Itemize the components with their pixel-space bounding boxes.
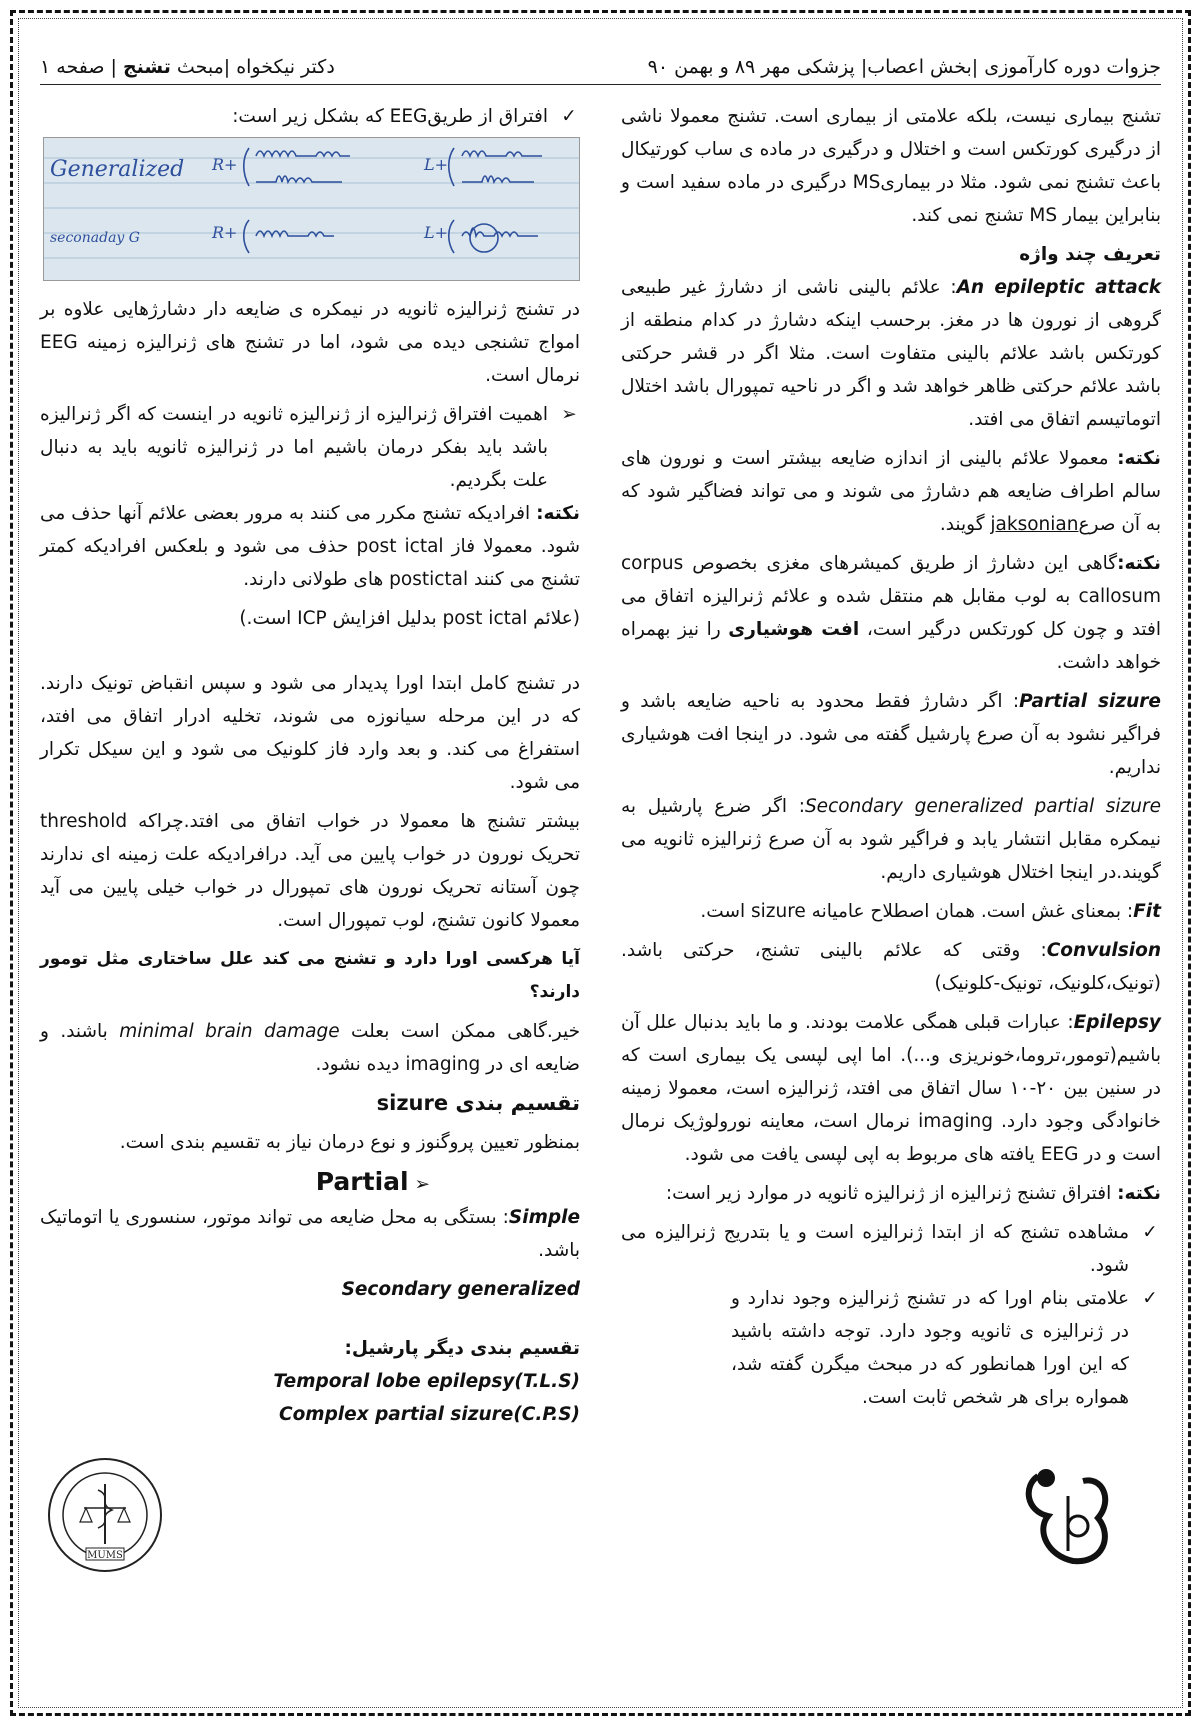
list-item (40, 398, 580, 497)
term-secondary-generalized: Secondary generalized partial sizure (804, 796, 1161, 817)
term-partial: Partial sizure (1019, 691, 1161, 712)
note-2-end: را نیز بهمراه خواهد داشت. (621, 619, 1161, 673)
def-epilepsy (621, 1006, 1161, 1171)
def-partial-text: : اگر دشارژ فقط محدود به ناحیه ضایعه باشد و فراگیر نشود به آن صرع پارشیل گفته می شود. در اینجا افت هوشیاری نداریم. (621, 691, 1161, 778)
header-left (40, 56, 335, 78)
classification-heading: تقسیم بندی sizure (376, 1091, 580, 1115)
definitions-heading: تعریف چند واژه (1019, 244, 1161, 265)
def-secondary-generalized-text: : اگر ضرع پارشیل به نیمکره مقابل انتشار یابد و فراگیر شود به آن صرع ژنرالیزه ثانویه می گویند.در اینجا اختلال هوشیاری داریم. (621, 796, 1161, 883)
def-partial (621, 685, 1161, 784)
term-fit: Fit (1133, 901, 1161, 922)
answer-end: باشند. و ضایعه ای در imaging دیده نشود. (40, 1021, 580, 1075)
note-left-paren: (علائم post ictal بدلیل افزایش ICP است.) (239, 608, 580, 629)
eeg-paragraph: در تشنج ژنرالیزه ثانویه در نیمکره ی ضایعه دار دشارژهایی علاوه بر امواج تشنجی دیده می شود، اما در تشنج های ژنرالیزه زمینه EEG نرمال است. (40, 299, 580, 386)
arrow-bullet-icon: ➢ (414, 1174, 430, 1195)
note-left (40, 497, 580, 596)
term-epileptic-attack: An epileptic attack (956, 277, 1161, 298)
eeg-title-text: افتراق از طریقEEG که بشکل زیر است: (232, 106, 548, 127)
simple-line (40, 1201, 580, 1267)
note-2-text: گاهی این دشارژ از طریق کمیشرهای مغزی بخصوص corpus callosum به لوب مقابل هم منتقل شده و علائم ژنرالیزه اتفاق می افتد و چون کل کورتکس درگیر است، (621, 553, 1161, 640)
full-seizure-paragraph: در تشنج کامل ابتدا اورا پدیدار می شود و سپس انقباض تونیک دارند. که در این مرحله سیانوزه می شوند، تخلیه ادرار اتفاق می افتد، استفراغ می کند. و بعد وارد فاز کلونیک می شود و این سیکل تکرار می شود. (40, 673, 580, 793)
note-label: نکته: (536, 503, 580, 524)
eeg-label-r: R+ (212, 155, 238, 174)
note-left-text: افرادیکه تشنج مکرر می کنند به مرور بعضی علائم آنها حذف می شود. معمولا فاز post ictal حذف می شود و بلعکس افرادیکه کمتر تشنج می کنند postictal های طولانی دارند. (40, 503, 580, 590)
answer (40, 1015, 580, 1081)
right-column (621, 100, 1161, 1414)
decorative-logo (1018, 1456, 1118, 1576)
note-1 (621, 442, 1161, 541)
sleep-paragraph: بیشتر تشنج ها معمولا در خواب اتفاق می افتد.چراکه threshold تحریک نورون در خواب پایین می آید. درافرادیکه علت زمینه ای ندارند چون آستانه تحریک نورون های تمپورال در خواب خیلی پایین می آید معمولا کانون تشنج، لوب تمپورال است. (40, 811, 580, 931)
answer-start: خیر.گاهی ممکن است بعلت (339, 1021, 581, 1042)
def-convulsion (621, 934, 1161, 1000)
def-epileptic-attack-text: : علائم بالینی ناشی از دشارژ غیر طبیعی گروهی از نورون ها در مغز. برحسب اینکه دشارژ در کدام منطقه از کورتکس باشد علائم بالینی متفاوت است. مثلا اگر در قشر حرکتی باشد علائم حرکتی ظاهر خواهد شد و اگر در ناحیه تمپورال باشد اختلال اتوماتیسم اتفاق می افتد. (621, 277, 1161, 430)
note-1-text: معمولا علائم بالینی از اندازه ضایعه بیشتر است و نورون های سالم اطراف ضایعه هم دشارژ می شوند و می تواند فضاگیر شود که به آن صرع (621, 448, 1161, 535)
term-convulsion: Convulsion (1046, 940, 1161, 961)
list-item (621, 1216, 1161, 1282)
check-icon: ✓ (1142, 1288, 1158, 1309)
header-page: | صفحه ۱ (40, 56, 117, 78)
list-item-text: اهمیت افتراق ژنرالیزه از ژنرالیزه ثانویه در اینست که اگر ژنرالیزه باشد باید بفکر درمان باشیم اما در ژنرالیزه ثانویه باید به دنبال علت بگردیم. (40, 404, 548, 491)
arrow-bullet-icon: ➢ (561, 404, 577, 425)
header-author: دکتر نیکخواه |مبحث (176, 56, 335, 78)
def-fit-text: : بمعنای غش است. همان اصطلاح عامیانه sizure است. (700, 901, 1134, 922)
eeg-label-l: L+ (424, 223, 449, 242)
def-convulsion-text: : وقتی که علائم بالینی تشنج، حرکتی باشد.(تونیک،کلونیک، تونیک-کلونیک) (621, 940, 1161, 994)
eeg-label-r: R+ (212, 223, 238, 242)
eeg-label-l: L+ (424, 155, 449, 174)
secondary-generalized-label: Secondary generalized (341, 1279, 580, 1300)
note-1-link: jaksonian (990, 514, 1079, 535)
header-right-title: جزوات دوره کارآموزی |بخش اعصاب| پزشکی مهر ۸۹ و بهمن ۹۰ (647, 56, 1161, 78)
note-label: نکته: (1117, 448, 1161, 469)
partial-heading (40, 1165, 580, 1201)
note-3-text: افتراق تشنج ژنرالیزه از ژنرالیزه ثانویه در موارد زیر است: (665, 1183, 1118, 1204)
note-3 (621, 1177, 1161, 1210)
list-item-text: علامتی بنام اورا که در تشنج ژنرالیزه وجود ندارد و در ژنرالیزه ی ثانویه وجود دارد. توجه داشته باشید که این اورا همانطور که در مبحث میگرن گفته شد، همواره برای هر شخص ثابت است. (731, 1288, 1129, 1408)
def-epilepsy-text: : عبارات قبلی همگی علامت بودند. و ما باید بدنبال علل آن باشیم(تومور،تروما،خونریزی و...). اما اپی لپسی یک بیماری است که در سنین بین ۲۰-۱۰ سال اتفاق می افتد، ژنرالیزه است، معمولا زمینه خانوادگی وجود دارد. imaging نرمال است، معاینه نورولوژیک نرمال است و در EEG یافته های مربوط به اپی لپسی یافت می شود. (621, 1012, 1161, 1165)
list-item (621, 1282, 1161, 1414)
question: آیا هرکسی اورا دارد و تشنج می کند علل ساختاری مثل تومور دارند؟ (40, 949, 580, 1002)
def-fit (621, 895, 1161, 928)
left-column (40, 100, 580, 1431)
def-epileptic-attack (621, 271, 1161, 436)
eeg-title (40, 100, 580, 133)
check-icon: ✓ (561, 106, 577, 127)
check-icon: ✓ (1142, 1222, 1158, 1243)
seal-text: MUMS (87, 1550, 123, 1561)
eeg-image (43, 137, 580, 281)
eeg-label-generalized: Generalized (50, 157, 185, 182)
eeg-sketch (44, 138, 579, 280)
note-label: نکته: (1117, 553, 1161, 574)
note-label: نکته: (1117, 1183, 1161, 1204)
answer-term: minimal brain damage (119, 1021, 340, 1042)
header-topic: تشنج (122, 56, 171, 78)
classification-text: بمنظور تعیین پروگنوز و نوع درمان نیاز به تقسیم بندی است. (119, 1132, 580, 1153)
intro-paragraph: تشنج بیماری نیست، بلکه علامتی از بیماری است. تشنج معمولا ناشی از درگیری کورتکس است و اختلال و درگیری در ماده ی ساب کورتیکال باعث تشنج نمی شود. مثلا در بیماریMS درگیری در ماده سفید است و بنابراین بیمار MS تشنج نمی کند. (621, 106, 1161, 226)
term-epilepsy: Epilepsy (1073, 1012, 1161, 1033)
note-1-end: گویند. (939, 514, 991, 535)
list-item-text: مشاهده تشنج که از ابتدا ژنرالیزه است و یا بتدریج ژنرالیزه می شود. (621, 1222, 1129, 1276)
term-simple: Simple (508, 1207, 580, 1228)
university-seal (46, 1456, 164, 1574)
simple-text: : بستگی به محل ضایعه می تواند موتور، سنسوری یا اتوماتیک باشد. (40, 1207, 580, 1261)
cps-label: Complex partial sizure(C.P.S) (279, 1404, 580, 1425)
tls-label: Temporal lobe epilepsy(T.L.S) (273, 1371, 580, 1392)
page-header (40, 50, 1161, 85)
note-2 (621, 547, 1161, 679)
def-secondary-generalized (621, 790, 1161, 889)
eeg-label-secondary: seconaday G (50, 230, 140, 246)
partial-label: Partial (315, 1167, 409, 1196)
other-classification-heading: تقسیم بندی دیگر پارشیل: (344, 1338, 580, 1359)
note-2-bold: افت هوشیاری (728, 619, 860, 640)
